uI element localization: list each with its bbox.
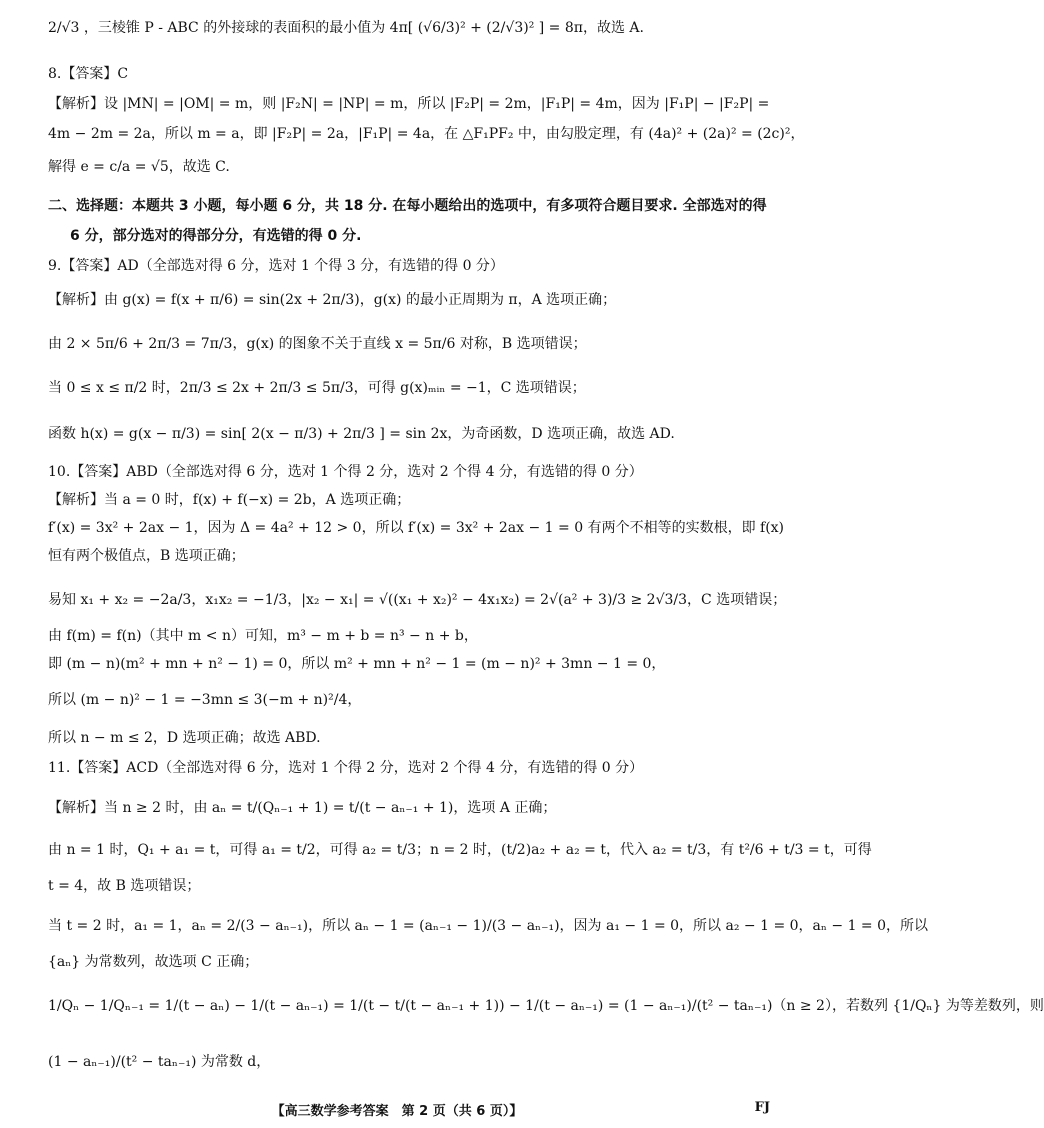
text-line: 所以 (m − n)² − 1 = −3mn ≤ 3(−m + n)²/4， [48,692,362,708]
text-line: 9.【答案】AD（全部选对得 6 分，选对 1 个得 3 分，有选错的得 0 分） [48,258,504,274]
text-line: 11.【答案】ACD（全部选对得 6 分，选对 1 个得 2 分，选对 2 个得 4 分，有选错的得 0 分） [48,760,644,776]
text-line: {aₙ} 为常数列，故选项 C 正确； [48,954,259,970]
text-line: 当 t = 2 时，a₁ = 1，aₙ = 2/(3 − aₙ₋₁)，所以 aₙ − 1 = (aₙ₋₁ − 1)/(3 − aₙ₋₁)，因为 a₁ − 1 = 0，所以 a₂ − 1 = 0，aₙ − 1 = 0，所以 [48,918,929,934]
text-line: 函数 h(x) = g(x − π/3) = sin[ 2(x − π/3) + 2π/3 ] = sin 2x，为奇函数，D 选项正确，故选 AD. [48,426,675,442]
text-line: 恒有两个极值点，B 选项正确； [48,548,245,564]
text-line: 当 0 ≤ x ≤ π/2 时，2π/3 ≤ 2x + 2π/3 ≤ 5π/3，可得 g(x)ₘᵢₙ = −1，C 选项错误； [48,380,586,396]
text-line: 【解析】由 g(x) = f(x + π/6) = sin(2x + 2π/3)，g(x) 的最小正周期为 π，A 选项正确； [48,292,617,308]
text-line: 即 (m − n)(m² + mn + n² − 1) = 0，所以 m² + mn + n² − 1 = (m − n)² + 3mn − 1 = 0， [48,656,666,672]
text-line: 【解析】当 n ≥ 2 时，由 aₙ = t/(Qₙ₋₁ + 1) = t/(t − aₙ₋₁ + 1)，选项 A 正确； [48,800,557,816]
text-line: 2/√3 ，三棱锥 P - ABC 的外接球的表面积的最小值为 4π[ (√6/3)² + (2/√3)² ] = 8π，故选 A. [48,20,644,36]
text-line: 由 n = 1 时，Q₁ + a₁ = t，可得 a₁ = t/2，可得 a₂ = t/3；n = 2 时，(t/2)a₂ + a₂ = t，代入 a₂ = t/3，有 t²/6 + t/3 = t，可得 [48,842,872,858]
text-line: f′(x) = 3x² + 2ax − 1，因为 Δ = 4a² + 12 > 0，所以 f′(x) = 3x² + 2ax − 1 = 0 有两个不相等的实数根，即 f(x) [48,520,785,536]
text-line: 二、选择题：本题共 3 小题，每小题 6 分，共 18 分. 在每小题给出的选项中，有多项符合题目要求. 全部选对的得 [48,198,767,214]
text-line: 由 f(m) = f(n)（其中 m < n）可知，m³ − m + b = n³ − n + b， [48,628,478,644]
text-line: 【解析】设 |MN| = |OM| = m，则 |F₂N| = |NP| = m，所以 |F₂P| = 2m，|F₁P| = 4m，因为 |F₁P| − |F₂P| = [48,96,770,112]
text-line: 10.【答案】ABD（全部选对得 6 分，选对 1 个得 2 分，选对 2 个得 4 分，有选错的得 0 分） [48,464,643,480]
text-line: t = 4，故 B 选项错误； [48,878,201,894]
text-line: 1/Qₙ − 1/Qₙ₋₁ = 1/(t − aₙ) − 1/(t − aₙ₋₁) = 1/(t − t/(t − aₙ₋₁ + 1)) − 1/(t − aₙ₋₁) = (1 − aₙ₋₁)/(t² − taₙ₋₁)（n ≥ 2），若数列 {1/Qₙ} 为等差数列，则 [48,998,1044,1014]
text-line: 由 2 × 5π/6 + 2π/3 = 7π/3，g(x) 的图象不关于直线 x = 5π/6 对称，B 选项错误； [48,336,587,352]
text-line: 6 分，部分选对的得部分分，有选错的得 0 分. [70,228,362,244]
text-line: 解得 e = c/a = √5，故选 C. [48,159,230,175]
footer-title: 【高三数学参考答案 第 2 页（共 6 页）】 [271,1104,523,1119]
footer-code: FJ [754,1100,770,1115]
text-line: 8.【答案】C [48,66,129,82]
text-line: 4m − 2m = 2a，所以 m = a，即 |F₂P| = 2a，|F₁P| = 4a，在 △F₁PF₂ 中，由勾股定理，有 (4a)² + (2a)² = (2c)²， [48,126,805,142]
text-line: (1 − aₙ₋₁)/(t² − taₙ₋₁) 为常数 d， [48,1054,271,1070]
text-line: 【解析】当 a = 0 时，f(x) + f(−x) = 2b，A 选项正确； [48,492,411,508]
text-line: 所以 n − m ≤ 2，D 选项正确；故选 ABD. [48,730,321,746]
text-line: 易知 x₁ + x₂ = −2a/3，x₁x₂ = −1/3，|x₂ − x₁| = √((x₁ + x₂)² − 4x₁x₂) = 2√(a² + 3)/3 ≥ 2√3/3，C 选项错误； [48,592,787,608]
